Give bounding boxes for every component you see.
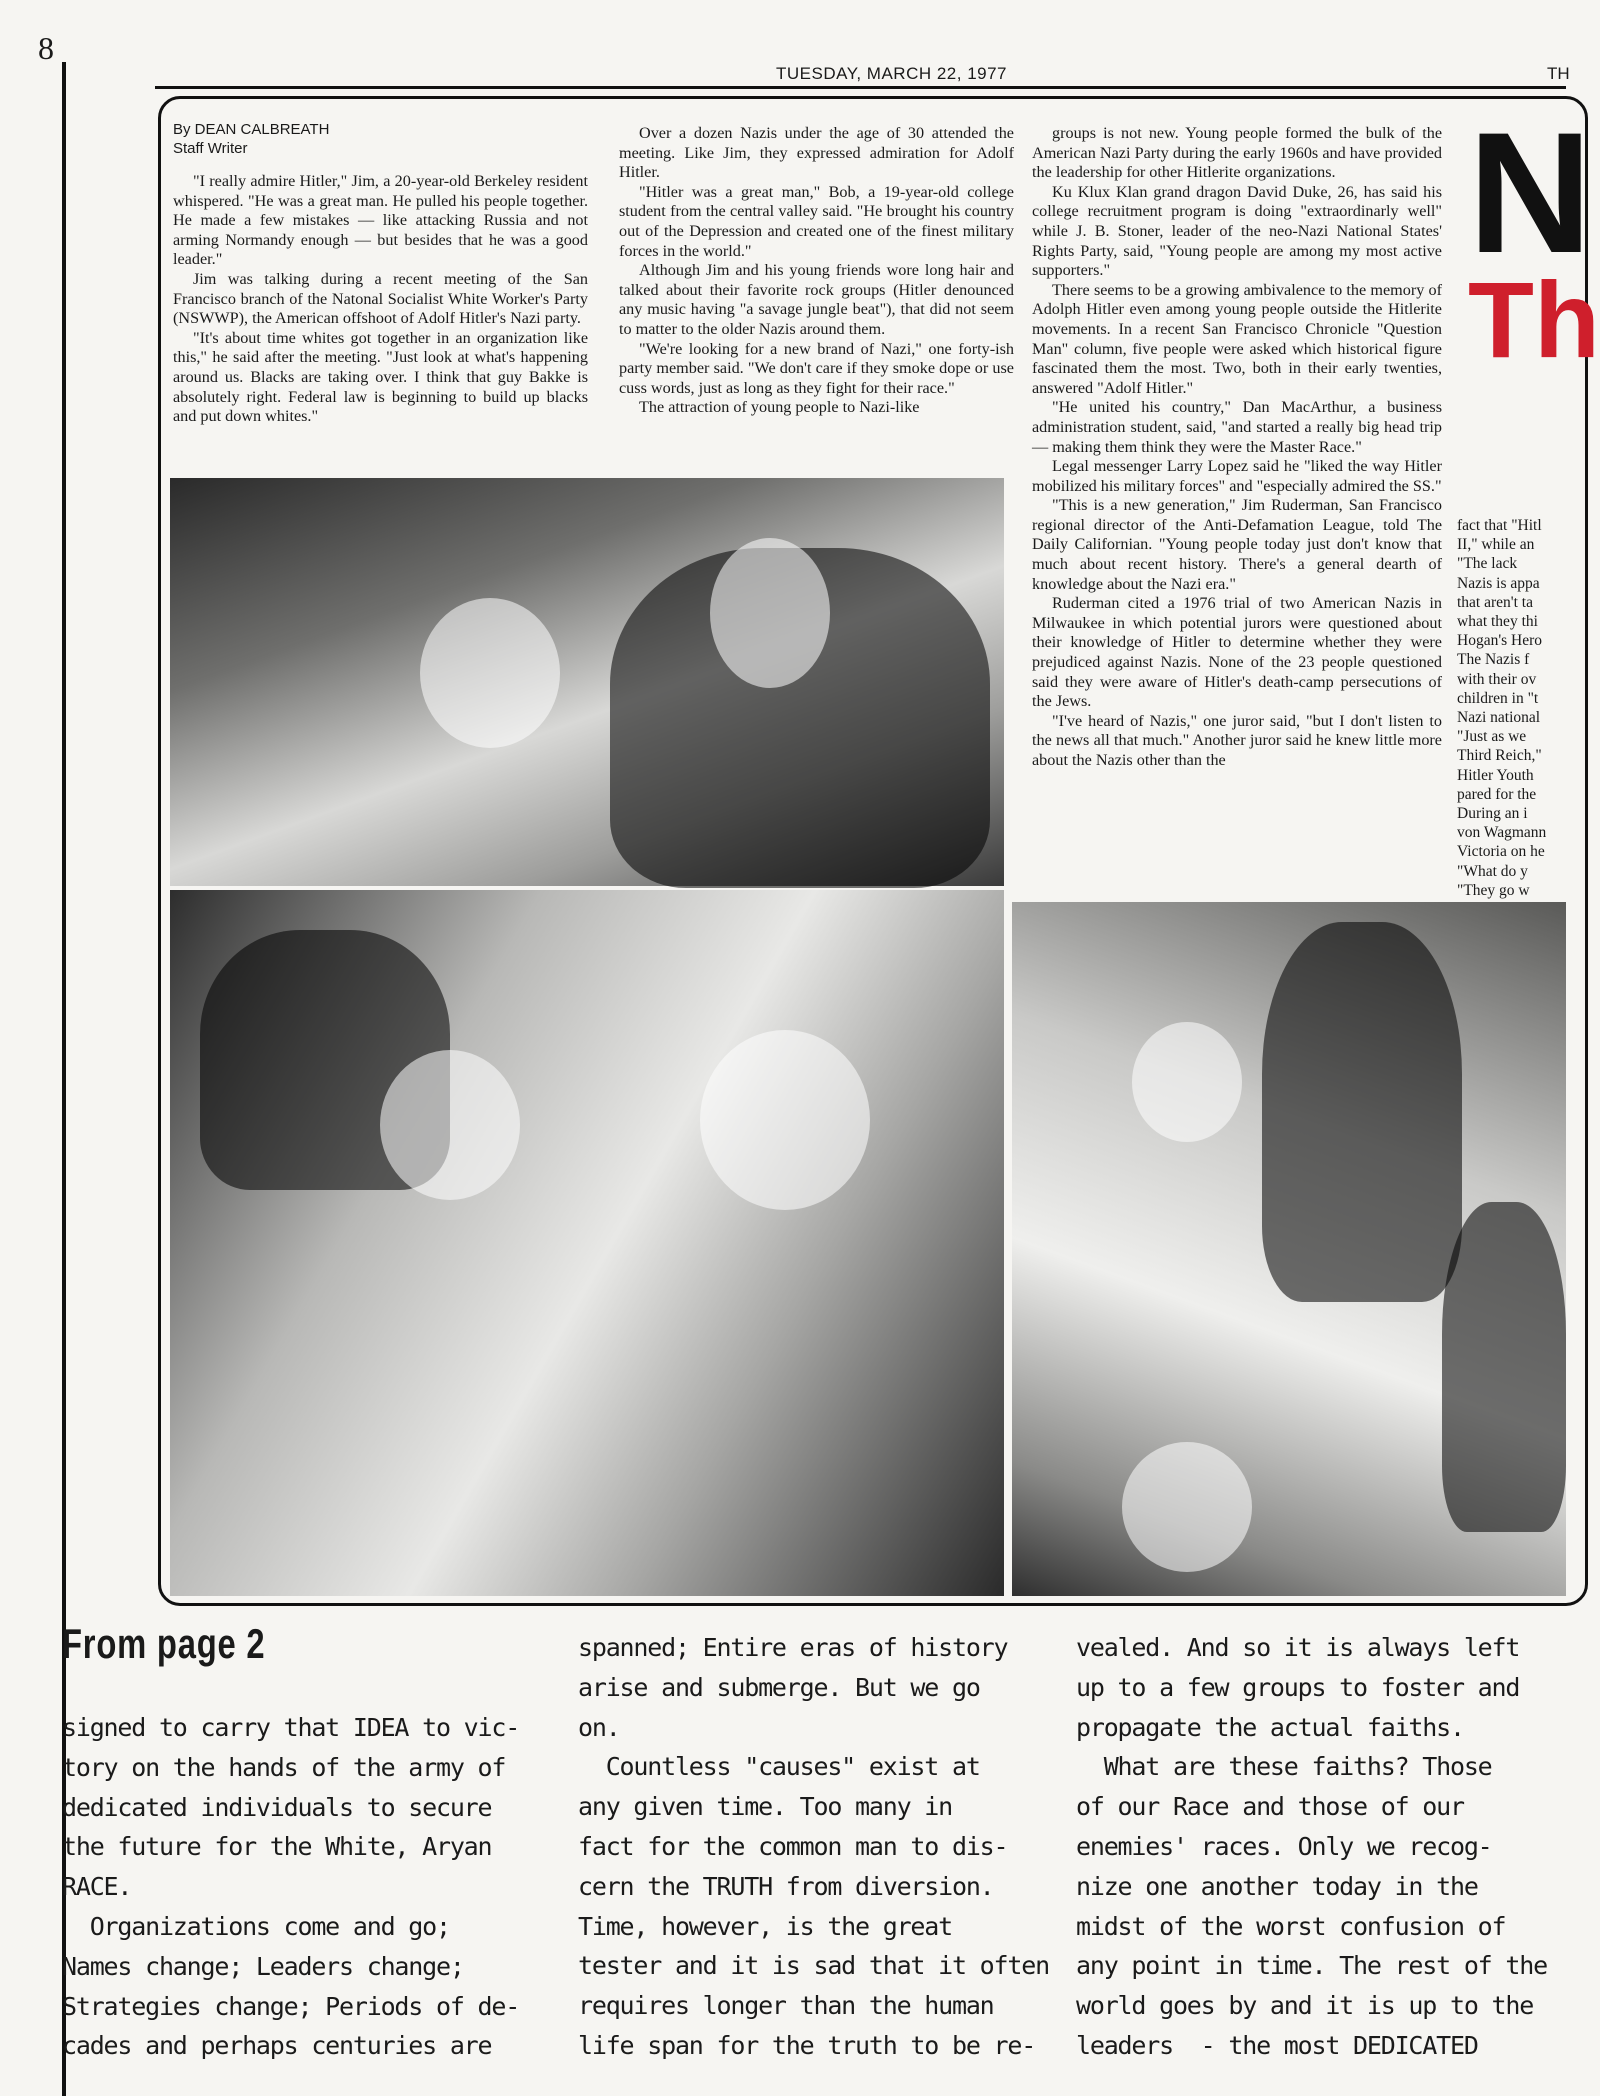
article-paragraph: fact that "Hitl: [1457, 517, 1542, 534]
article-paragraph: "It's about time whites got together in an organization like this," he said after the meeting. "Just look at what's happening around us. Blacks are taking over. I think that guy Bakke is absolutely right. Federal law is beginning to build up blacks and put down whites.": [173, 328, 588, 426]
article-paragraph: "I've heard of Nazis," one juror said, "but I don't listen to the news all that much." Another juror said he knew little more about the Nazis other than the: [1032, 711, 1442, 769]
article-paragraph: Nazi national: [1457, 709, 1541, 727]
article-paragraph: with their ov: [1457, 670, 1537, 688]
article-paragraph: groups is not new. Young people formed the bulk of the American Nazi Party during the early 1960s and have provided the leadership for other Hitlerite organizations.: [1032, 124, 1442, 182]
article-paragraph: pared for the: [1457, 785, 1537, 803]
article-paragraph: Jim was talking during a recent meeting of the San Francisco branch of the Natonal Socialist White Worker's Party (NSWWP), the American offshoot of Adolf Hitler's Nazi party.: [173, 269, 588, 328]
article-paragraph: "I really admire Hitler," Jim, a 20-year-old Berkeley resident whispered. "He was a great man. He pulled his people together. He made a few mistakes — like attacking Russia and not arming Normandy enough — but besides that he was a good leader.": [173, 172, 588, 269]
article-paragraph: that aren't ta: [1457, 593, 1533, 611]
article-paragraph: Legal messenger Larry Lopez said he "liked the way Hitler mobilized his military forces" and "especially admired the SS.": [1032, 457, 1442, 495]
continued-column-2: spanned; Entire eras of history arise and submerge. But we go on. Countless "causes" exist at any given time. Too many in fact for the common man to dis- cern the TRUTH from diversion. Time, however, is the great tester and it is sad that it often requires longer than the human life span for the truth to be re-: [578, 1633, 1049, 2060]
article-paragraph: There seems to be a growing ambivalence to the memory of Adolph Hitler even among young people outside the Hitlerite movements. In a recent San Francisco Chronicle "Question Man" column, five people were asked which historical figure fascinated them the most. Two, both in their early twenties, answered "Adolf Hitler.": [1032, 280, 1442, 397]
article-paragraph: During an i: [1457, 805, 1528, 823]
article-column-1: [173, 172, 588, 427]
page-number: 8: [38, 30, 54, 66]
article-paragraph: "The lack: [1457, 555, 1518, 573]
article-paragraph: The attraction of young people to Nazi-like: [639, 398, 920, 417]
article-paragraph: "This is a new generation," Jim Ruderman, San Francisco regional director of the Anti-Defamation League, told The Daily Californian. "Young people today just don't know that much about recent history. There's a general dearth of knowledge about the Nazi era.": [1032, 496, 1442, 593]
article-paragraph: Over a dozen Nazis under the age of 30 attended the meeting. Like Jim, they expressed admiration for Adolf Hitler.: [619, 124, 1014, 182]
article-paragraph: what they thi: [1457, 613, 1538, 631]
article-paragraph: Nazis is appa: [1457, 574, 1540, 592]
article-paragraph: "They go w: [1457, 881, 1530, 899]
article-paragraph: The Nazis f: [1457, 651, 1530, 669]
article-paragraph: children in "t: [1457, 689, 1539, 707]
article-paragraph: "We're looking for a new brand of Nazi," one forty-ish party member said. "We don't care if they smoke dope or use cuss words, just as long as they fight for their race.": [619, 339, 1014, 397]
article-paragraph: Ruderman cited a 1976 trial of two American Nazis in Milwaukee in which potential jurors were questioned about their knowledge of Hitler to determine whether they were prejudiced against Nazis. None of the 23 people questioned said they were aware of Hitler's death-camp persecutions of the Jews.: [1032, 594, 1442, 711]
dateline: TUESDAY, MARCH 22, 1977: [776, 64, 1008, 83]
dateline-right-fragment: TH: [1547, 64, 1570, 83]
photo-group-portrait: [1012, 902, 1566, 1596]
article-column-3: [1032, 124, 1442, 771]
article-paragraph: "What do y: [1457, 862, 1528, 880]
article-column-2: [619, 124, 1014, 418]
article-paragraph: "Hitler was a great man," Bob, a 19-year-old college student from the central valley said. "He brought his country out of the Depression and created one of the finest military forces in the world.": [619, 182, 1014, 260]
continued-column-3: vealed. And so it is always left up to a few groups to foster and propagate the actual faiths. What are these faiths? Those of our Race and those of our enemies' races. Only we recog- nize one another today in the midst of the worst confusion of any point in time. The rest of the world goes by and it is up to the leaders - the most DEDICATED: [1076, 1633, 1547, 2060]
article-paragraph: Hitler Youth: [1457, 766, 1534, 784]
article-paragraph: von Wagmann: [1457, 824, 1547, 842]
byline-name: By DEAN CALBREATH: [173, 121, 330, 138]
article-paragraph: "Just as we: [1457, 728, 1527, 746]
article-paragraph: "He united his country," Dan MacArthur, a business administration student, said, "and started a really big head trip — making them think they were the Master Race.": [1032, 398, 1442, 456]
article-paragraph: Hogan's Hero: [1457, 632, 1543, 650]
article-paragraph: Ku Klux Klan grand dragon David Duke, 26, has said his college recruitment program is doing "extraordinarly well" while J. B. Stoner, leader of the neo-Nazi National States' Rights Party, said, "Young people are among my most active supporters.": [1032, 182, 1442, 280]
article-paragraph: Third Reich,": [1457, 747, 1542, 765]
article-paragraph: II," while an: [1457, 536, 1535, 554]
headline-black: N: [1468, 97, 1593, 289]
continued-heading: From page 2: [62, 1620, 266, 1667]
photo-man-and-girl: [170, 478, 1004, 886]
top-rule: [155, 86, 1566, 89]
byline-role: Staff Writer: [173, 140, 248, 157]
photo-father-and-daughters: [170, 890, 1004, 1596]
article-paragraph: Victoria on he: [1457, 843, 1545, 861]
article-paragraph: Although Jim and his young friends wore long hair and talked about their favorite rock groups (Hitler denounced any music having "a savage jungle beat"), that did not seem to matter to the older Nazis around them.: [619, 261, 1014, 338]
byline: [173, 120, 329, 158]
headline-red: Th: [1468, 259, 1600, 380]
continued-column-1: signed to carry that IDEA to vic- tory on the hands of the army of dedicated individuals to secure the future for the White, Aryan RACE. Organizations come and go; Names change; Leaders change; Strategies change; Periods of de- cades and perhaps centuries are: [62, 1713, 520, 2061]
